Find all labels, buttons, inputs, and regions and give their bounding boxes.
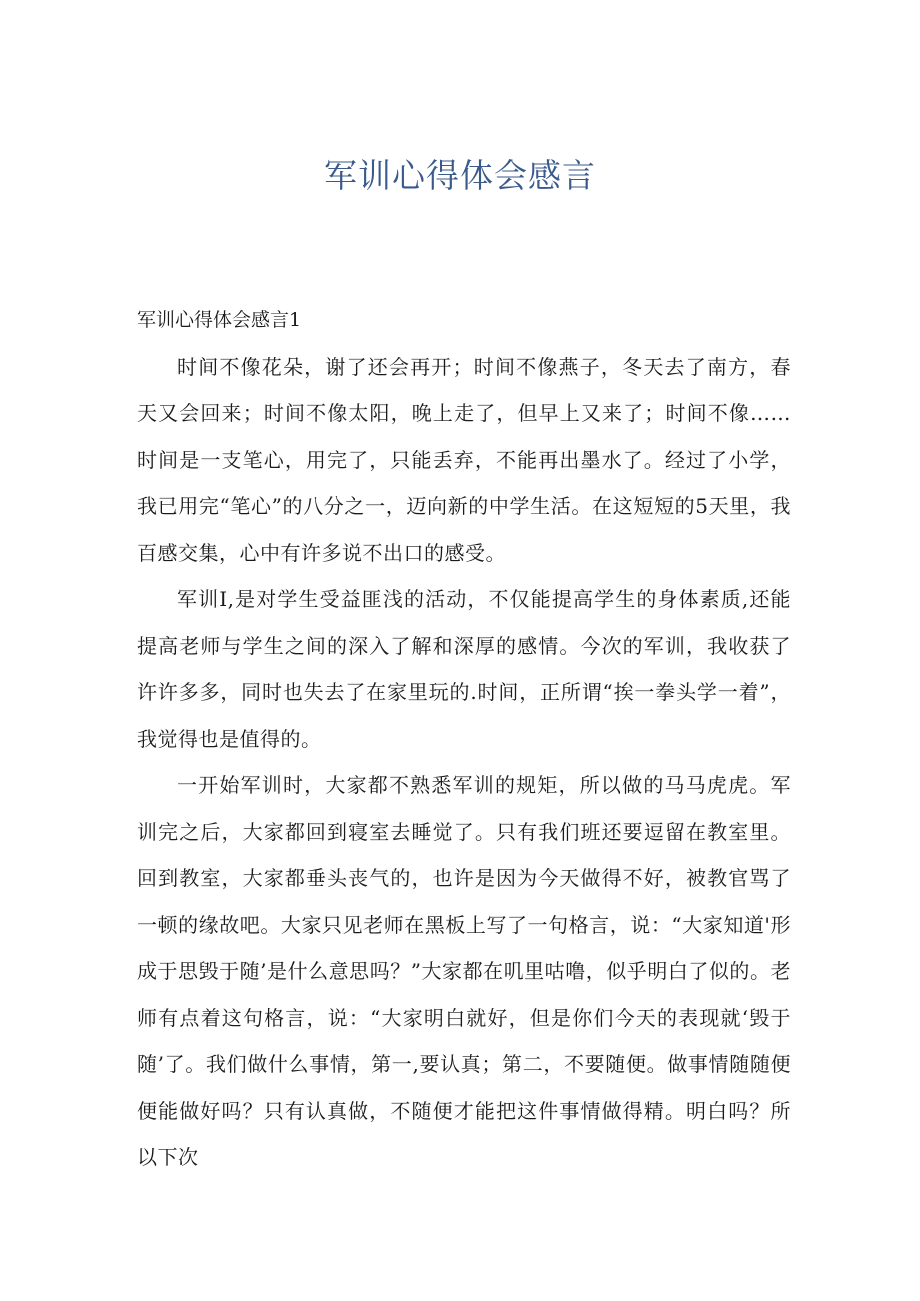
section-heading: 军训心得体会感言1 bbox=[137, 309, 302, 331]
paragraph-2: 军训I,是对学生受益匪浅的活动，不仅能提高学生的身体素质,还能提高老师与学生之间的深入了解和深厚的感情。今次的军训，我收获了许许多多，同时也失去了在家里玩的.时间，正所谓“挨一拳头学一着”，我觉得也是值得的。 bbox=[137, 587, 791, 751]
paragraph-1: 时间不像花朵，谢了还会再开；时间不像燕子，冬天去了南方，春天又会回来；时间不像太阳，晚上走了，但早上又来了；时间不像……时间是一支笔心，用完了，只能丢弃，不能再出墨水了。经过了小学，我已用完“笔心”的八分之一，迈向新的中学生活。在这短短的5天里，我百感交集，心中有许多说不出口的感受。 bbox=[137, 354, 791, 565]
document-body bbox=[137, 297, 791, 1181]
document-title: 军训心得体会感言 bbox=[324, 156, 596, 195]
paragraph-3: 一开始军训时，大家都不熟悉军训的规矩，所以做的马马虎虎。军训完之后，大家都回到寝室去睡觉了。只有我们班还要逗留在教室里。回到教室，大家都垂头丧气的，也许是因为今天做得不好，被教官骂了一顿的缘故吧。大家只见老师在黑板上写了一句格言，说：“大家知道'形成于思毁于随’是什么意思吗？”大家都在叽里咕噜，似乎明白了似的。老师有点着这句格言，说：“大家明白就好，但是你们今天的表现就‘毁于随’了。我们做什么事情，第一,要认真；第二，不要随便。做事情随随便便能做好吗？只有认真做，不随便才能把这件事情做得精。明白吗？所以下次 bbox=[137, 773, 791, 1169]
